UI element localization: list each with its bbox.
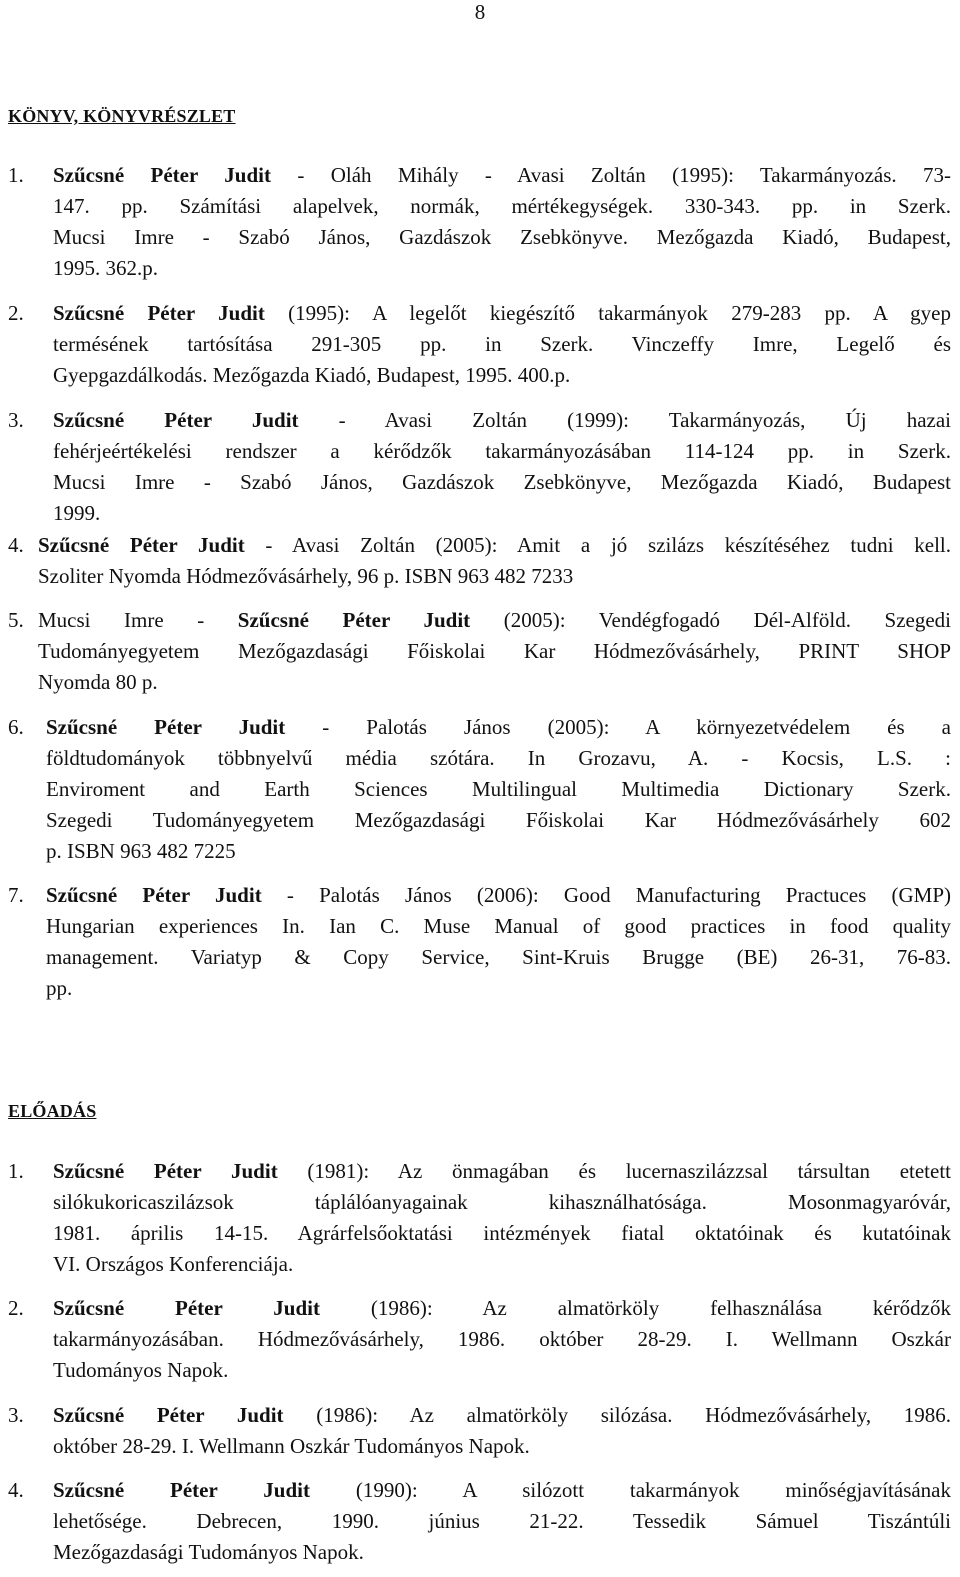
entry-text: - Palotás János (2005): A környezetvédelem és a xyxy=(285,715,951,739)
entry-text: Mucsi Imre - xyxy=(38,608,238,632)
entry-line xyxy=(38,561,573,592)
entry-number: 3. xyxy=(8,408,24,432)
entry-text: október 28-29. I. Wellmann Oszkár Tudományos Napok. xyxy=(53,1434,530,1458)
entry-number: 2. xyxy=(8,1296,24,1320)
entry-text: Szegedi Tudományegyetem Mezőgazdasági Főiskolai Kar Hódmezővásárhely 602 xyxy=(46,808,951,832)
author-name: Szűcsné Péter Judit xyxy=(46,715,286,739)
entry-text: 1999. xyxy=(53,501,101,525)
bibliography-entry xyxy=(0,1400,960,1462)
bibliography-entry xyxy=(0,530,960,592)
entry-text: lehetősége. Debrecen, 1990. június 21-22. Tessedik Sámuel Tiszántúli xyxy=(53,1509,951,1533)
bibliography-entry xyxy=(0,1293,960,1386)
entry-line xyxy=(53,1475,951,1506)
entry-number: 3. xyxy=(8,1403,24,1427)
entry-text: fehérjeértékelési rendszer a kérődzők takarmányozásában 114-124 pp. in Szerk. xyxy=(53,439,951,463)
entry-number: 5. xyxy=(8,608,24,632)
entry-text: p. ISBN 963 482 7225 xyxy=(46,839,236,863)
entry-line xyxy=(53,436,951,467)
author-name: Szűcsné Péter Judit xyxy=(53,1296,320,1320)
entry-line xyxy=(53,1187,951,1218)
entry-line xyxy=(53,1400,951,1431)
author-name: Szűcsné Péter Judit xyxy=(237,608,471,632)
entry-line xyxy=(53,191,951,222)
author-name: Szűcsné Péter Judit xyxy=(53,163,271,187)
entry-text: Hungarian experiences In. Ian C. Muse Manual of good practices in food quality xyxy=(46,914,951,938)
entry-line xyxy=(53,253,158,284)
entry-text: (1986): Az almatörköly felhasználása kérődzők xyxy=(320,1296,951,1320)
entry-text: (2005): Vendégfogadó Dél-Alföld. Szegedi xyxy=(470,608,951,632)
entry-text: Szoliter Nyomda Hódmezővásárhely, 96 p. ISBN 963 482 7233 xyxy=(38,564,574,588)
entry-line xyxy=(53,329,951,360)
entry-text: pp. xyxy=(46,976,73,1000)
entry-text: Mucsi Imre - Szabó János, Gazdászok Zsebkönyve, Mezőgazda Kiadó, Budapest xyxy=(53,470,951,494)
entry-number: 4. xyxy=(8,1478,24,1502)
entry-line xyxy=(53,298,951,329)
bibliography-entry xyxy=(0,160,960,284)
entry-line xyxy=(53,498,100,529)
author-name: Szűcsné Péter Judit xyxy=(53,408,299,432)
entry-line xyxy=(53,1249,293,1280)
entry-text: management. Variatyp & Copy Service, Sint-Kruis Brugge (BE) 26-31, 76-83. xyxy=(46,945,951,969)
entry-text: termésének tartósítása 291-305 pp. in Szerk. Vinczeffy Imre, Legelő és xyxy=(53,332,951,356)
author-name: Szűcsné Péter Judit xyxy=(53,1159,278,1183)
entry-line xyxy=(53,405,951,436)
entry-line xyxy=(38,530,951,561)
entry-line xyxy=(53,1355,228,1386)
entry-text: 1995. 362.p. xyxy=(53,256,158,280)
section-heading: ELŐADÁS xyxy=(8,1101,97,1121)
entry-text: (1995): A legelőt kiegészítő takarmányok 279-283 pp. A gyep xyxy=(264,301,951,325)
entry-line xyxy=(53,1218,951,1249)
entry-line xyxy=(53,1293,951,1324)
entry-line xyxy=(46,973,72,1004)
entry-text: Tudományos Napok. xyxy=(53,1358,229,1382)
author-name: Szűcsné Péter Judit xyxy=(53,301,265,325)
entry-text: - Avasi Zoltán (1999): Takarmányozás, Új hazai xyxy=(298,408,951,432)
entry-number: 4. xyxy=(8,533,24,557)
entry-text: Enviroment and Earth Sciences Multilingual Multimedia Dictionary Szerk. xyxy=(46,777,951,801)
entry-text: Tudományegyetem Mezőgazdasági Főiskolai Kar Hódmezővásárhely, PRINT SHOP xyxy=(38,639,951,663)
entry-number: 1. xyxy=(8,1159,24,1183)
entry-line xyxy=(38,667,158,698)
entry-text: takarmányozásában. Hódmezővásárhely, 1986. október 28-29. I. Wellmann Oszkár xyxy=(53,1327,951,1351)
entry-line xyxy=(53,360,570,391)
entry-line xyxy=(53,222,951,253)
entry-text: - Avasi Zoltán (2005): Amit a jó szilázs készítéséhez tudni kell. xyxy=(244,533,951,557)
entry-line xyxy=(46,942,951,973)
entry-line xyxy=(53,1156,951,1187)
entry-number: 6. xyxy=(8,715,24,739)
entry-text: - Palotás János (2006): Good Manufacturing Practuces (GMP) xyxy=(261,883,951,907)
entry-text: Mezőgazdasági Tudományos Napok. xyxy=(53,1540,364,1564)
entry-line xyxy=(46,712,951,743)
entry-line xyxy=(46,880,951,911)
entry-line xyxy=(46,805,951,836)
entry-text: 1981. április 14-15. Agrárfelsőoktatási intézmények fiatal oktatóinak és kutatóinak xyxy=(53,1221,951,1245)
entry-line xyxy=(53,1324,951,1355)
bibliography-entry xyxy=(0,405,960,529)
bibliography-entry xyxy=(0,298,960,391)
entry-line xyxy=(38,605,951,636)
entry-text: Nyomda 80 p. xyxy=(38,670,158,694)
entry-line xyxy=(53,1506,951,1537)
entry-text: 147. pp. Számítási alapelvek, normák, mértékegységek. 330-343. pp. in Szerk. xyxy=(53,194,951,218)
entry-text: (1981): Az önmagában és lucernaszilázzsal társultan etetett xyxy=(277,1159,951,1183)
entry-line xyxy=(53,1431,530,1462)
entry-text: silókukoricaszilázsok táplálóanyagainak kihasználhatósága. Mosonmagyaróvár, xyxy=(53,1190,951,1214)
entry-text: VI. Országos Konferenciája. xyxy=(53,1252,294,1276)
entry-text: földtudományok többnyelvű média szótára. In Grozavu, A. - Kocsis, L.S. : xyxy=(46,746,951,770)
bibliography-entry xyxy=(0,1475,960,1568)
entry-number: 1. xyxy=(8,163,24,187)
bibliography-entry xyxy=(0,605,960,698)
author-name: Szűcsné Péter Judit xyxy=(53,1478,310,1502)
entry-text: Mucsi Imre - Szabó János, Gazdászok Zsebkönyve. Mezőgazda Kiadó, Budapest, xyxy=(53,225,951,249)
entry-number: 7. xyxy=(8,883,24,907)
entry-text: (1986): Az almatörköly silózása. Hódmezővásárhely, 1986. xyxy=(283,1403,951,1427)
entry-line xyxy=(53,1537,364,1568)
entry-line xyxy=(46,743,951,774)
bibliography-entry xyxy=(0,712,960,867)
entry-text: (1990): A silózott takarmányok minőségjavításának xyxy=(309,1478,951,1502)
entry-line xyxy=(53,160,951,191)
section-heading: KÖNYV, KÖNYVRÉSZLET xyxy=(8,106,236,126)
entry-line xyxy=(46,774,951,805)
author-name: Szűcsné Péter Judit xyxy=(46,883,262,907)
author-name: Szűcsné Péter Judit xyxy=(53,1403,284,1427)
author-name: Szűcsné Péter Judit xyxy=(38,533,245,557)
bibliography-entry xyxy=(0,1156,960,1280)
entry-line xyxy=(46,911,951,942)
entry-line xyxy=(46,836,236,867)
entry-line xyxy=(38,636,951,667)
entry-number: 2. xyxy=(8,301,24,325)
entry-text: Gyepgazdálkodás. Mezőgazda Kiadó, Budapest, 1995. 400.p. xyxy=(53,363,571,387)
entry-line xyxy=(53,467,951,498)
bibliography-entry xyxy=(0,880,960,1004)
page-number: 8 xyxy=(474,0,486,24)
entry-text: - Oláh Mihály - Avasi Zoltán (1995): Takarmányozás. 73- xyxy=(271,163,951,187)
